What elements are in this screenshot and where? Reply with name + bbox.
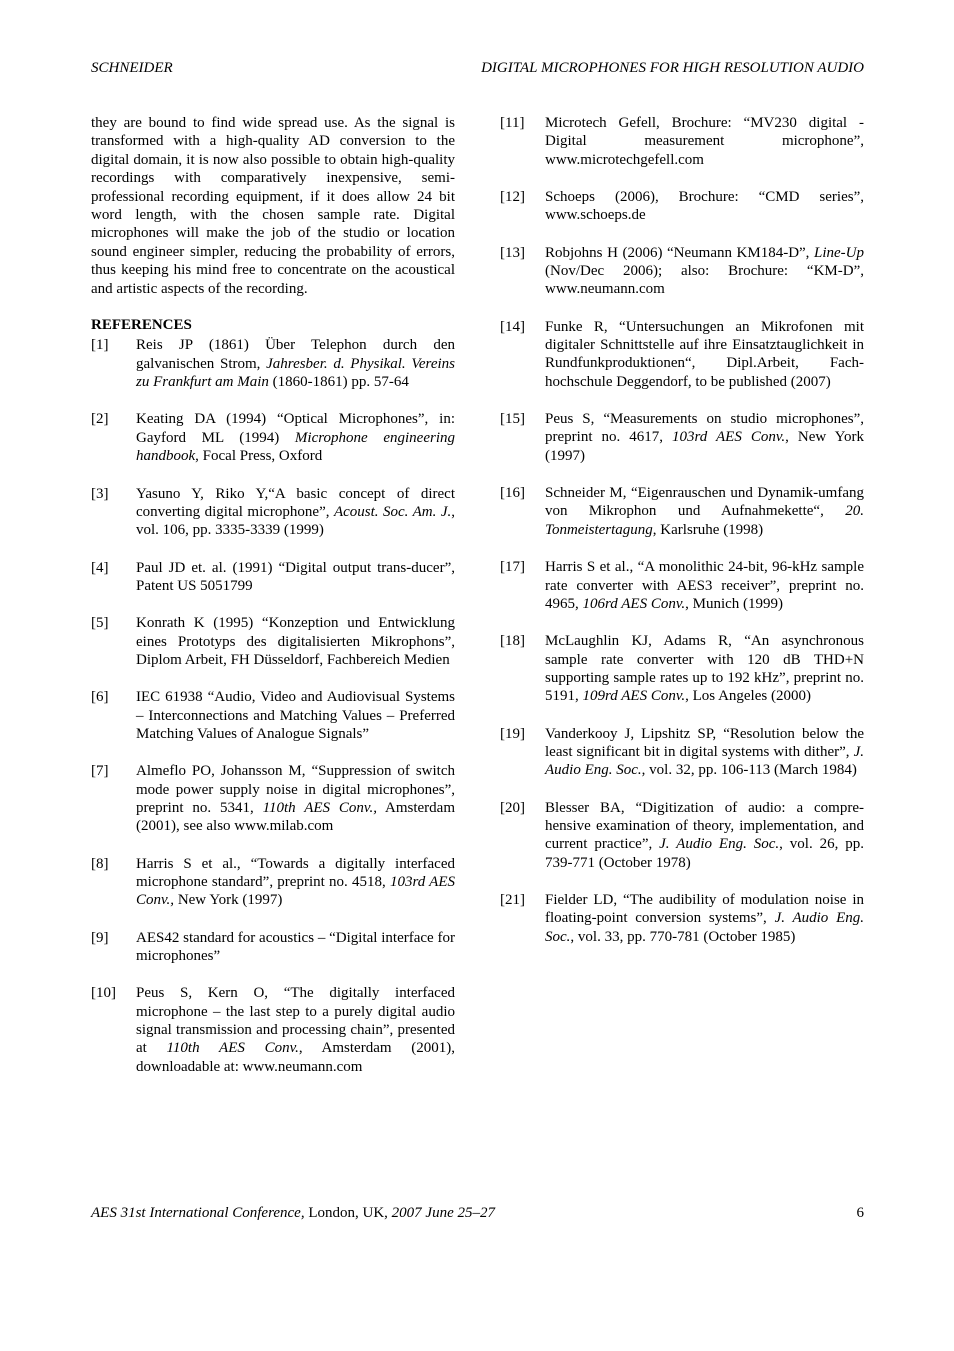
reference-list-left bbox=[91, 336, 455, 1076]
reference-text bbox=[136, 929, 455, 966]
reference-list-right bbox=[500, 114, 864, 946]
running-header-title: DIGITAL MICROPHONES FOR HIGH RESOLUTION AUDIO bbox=[481, 60, 864, 76]
running-header-author: SCHNEIDER bbox=[91, 60, 173, 76]
reference-segment: Vanderkooy J, Lipshitz SP, “Resolution below the least significant bit in digital systems with dither”, bbox=[545, 725, 864, 760]
reference-segment: Schneider M, “Eigenrauschen und Dynamik-umfang von Mikrophon und Aufnahmekette“, bbox=[545, 485, 864, 520]
reference-italic-segment: J. Audio Eng. Soc. bbox=[659, 836, 780, 853]
reference-segment: , vol. 33, pp. 770-781 (October 1985) bbox=[570, 928, 796, 945]
reference-item bbox=[500, 891, 864, 946]
reference-number: [14] bbox=[500, 318, 525, 335]
reference-number: [21] bbox=[500, 891, 525, 908]
reference-number: [5] bbox=[91, 615, 109, 632]
reference-text bbox=[136, 559, 455, 596]
references-heading: REFERENCES bbox=[91, 317, 192, 334]
reference-text bbox=[136, 410, 455, 465]
reference-text bbox=[136, 614, 455, 669]
reference-number: [17] bbox=[500, 559, 525, 576]
reference-number: [1] bbox=[91, 337, 109, 354]
reference-italic-segment: J. Audio Eng. Soc. bbox=[545, 910, 864, 945]
reference-text bbox=[136, 485, 455, 540]
reference-text bbox=[545, 114, 864, 169]
conclusion-paragraph: they are bound to find wide spread use. As the signal is transformed with a high-quality AD conversion to the digital domain, it is now also possible to obtain high-quality recordings with comparatively inexpensive, semi-professional recording equipment, if it does allow 24 bit word length, with the chosen sample rate. Digital microphones will make the job of the studio or location sound engineer simpler, reducing the probability of errors, thus keeping his mind free to concentrate on the acoustical and artistic aspects of the recording. bbox=[91, 115, 455, 297]
reference-segment: , vol. 106, pp. 3335-3339 (1999) bbox=[136, 503, 455, 539]
reference-text bbox=[136, 984, 455, 1076]
reference-segment: McLaughlin KJ, Adams R, “An asynchronous sample rate converter with 120 dB THD+N supporting sample rates up to 192 kHz”, preprint no. 5191, bbox=[545, 633, 864, 705]
reference-italic-segment: 103rd AES Conv., bbox=[136, 873, 455, 909]
reference-text bbox=[136, 855, 455, 910]
reference-number: [15] bbox=[500, 411, 525, 428]
reference-segment: Robjohns H (2006) “Neumann KM184-D”, bbox=[545, 244, 814, 261]
reference-item bbox=[500, 318, 864, 392]
reference-text bbox=[545, 188, 864, 225]
reference-number: [16] bbox=[500, 485, 525, 502]
reference-segment: Harris S et al., “Towards a digitally interfaced microphone standard”, preprint no. 4518, bbox=[136, 855, 455, 890]
left-column bbox=[91, 114, 455, 1095]
reference-italic-segment: 103rd AES Conv. bbox=[672, 429, 786, 446]
reference-item bbox=[500, 114, 864, 169]
reference-segment: , vol. 26, pp. 739-771 (October 1978) bbox=[545, 836, 864, 871]
reference-segment: , New York (1997) bbox=[545, 429, 865, 464]
reference-number: [2] bbox=[91, 411, 109, 428]
reference-segment: Amsterdam (2001), see also www.milab.com bbox=[136, 799, 455, 835]
reference-italic-segment: 110th AES Conv., bbox=[262, 799, 377, 816]
reference-text bbox=[545, 725, 864, 780]
reference-item bbox=[91, 559, 455, 596]
reference-segment: , Munich (1999) bbox=[685, 595, 784, 612]
reference-text bbox=[545, 632, 864, 706]
reference-text bbox=[136, 762, 455, 836]
reference-number: [19] bbox=[500, 725, 525, 742]
reference-number: [12] bbox=[500, 189, 525, 206]
reference-segment: Paul JD et. al. (1991) “Digital output trans-ducer”, Patent US 5051799 bbox=[136, 559, 455, 594]
reference-item bbox=[500, 558, 864, 613]
reference-item bbox=[91, 929, 455, 966]
reference-number: [10] bbox=[91, 985, 116, 1002]
reference-italic-segment: Acoust. Soc. Am. J. bbox=[333, 503, 452, 520]
reference-italic-segment: Jahresber. d. Physikal. Vereins zu Frankfurt am Main bbox=[136, 355, 455, 391]
reference-italic-segment: 106rd AES Conv. bbox=[582, 595, 686, 612]
reference-number: [3] bbox=[91, 485, 109, 502]
reference-segment: , Los Angeles (2000) bbox=[685, 688, 811, 705]
reference-segment: IEC 61938 “Audio, Video and Audiovisual Systems – Interconnections and Matching Values – Preferred Matching Values of Analogue Signals” bbox=[136, 689, 455, 742]
reference-italic-segment: 20. Tonmeistertagung bbox=[545, 503, 864, 538]
reference-segment: Funke R, “Untersuchungen an Mikrofonen mit digitaler Schnittstelle auf ihre Einsatztauglichkeit in Rundfunkproduktionen“, Dipl.Arbeit, Fach-hochschule Deggendorf, to be published (2007) bbox=[545, 318, 864, 390]
reference-italic-segment: Microphone engineering handbook bbox=[136, 429, 455, 465]
reference-item bbox=[91, 485, 455, 540]
reference-item bbox=[91, 762, 455, 836]
reference-item bbox=[91, 688, 455, 743]
reference-number: [20] bbox=[500, 799, 525, 816]
reference-segment: Peus S, Kern O, “The digitally interfaced microphone – the last step to a purely digital audio signal transmission and processing chain”, presented at bbox=[136, 985, 455, 1057]
reference-number: [8] bbox=[91, 855, 109, 872]
reference-segment: Yasuno Y, Riko Y,“A basic concept of direct converting digital microphone”, bbox=[136, 485, 455, 520]
reference-number: [13] bbox=[500, 244, 525, 261]
reference-item bbox=[500, 799, 864, 873]
reference-number: [11] bbox=[500, 115, 525, 131]
reference-number: [18] bbox=[500, 633, 525, 650]
reference-segment: Microtech Gefell, Brochure: “MV230 digital - Digital measurement microphone”, www.microtechgefell.com bbox=[545, 115, 864, 168]
reference-italic-segment: J. Audio Eng. Soc. bbox=[545, 743, 864, 779]
reference-item bbox=[500, 632, 864, 706]
reference-item bbox=[500, 725, 864, 780]
reference-item bbox=[91, 336, 455, 391]
reference-text bbox=[136, 688, 455, 743]
reference-segment: , vol. 32, pp. 106-113 (March 1984) bbox=[641, 762, 857, 779]
reference-item bbox=[91, 984, 455, 1076]
right-column bbox=[500, 114, 864, 965]
reference-segment: (Nov/Dec 2006); also: Brochure: “KM-D”, www.neumann.com bbox=[545, 263, 864, 298]
reference-number: [9] bbox=[91, 929, 109, 946]
reference-text bbox=[545, 558, 864, 613]
reference-number: [4] bbox=[91, 559, 109, 576]
reference-item bbox=[91, 410, 455, 465]
reference-number: [7] bbox=[91, 763, 109, 780]
reference-italic-segment: Line-Up bbox=[814, 244, 864, 261]
reference-text bbox=[545, 410, 864, 465]
reference-segment: , Amsterdam (2001), downloadable at: www.neumann.com bbox=[136, 1040, 455, 1075]
reference-item bbox=[91, 855, 455, 910]
reference-segment: Harris S et al., “A monolithic 24-bit, 96-kHz sample rate converter with AES3 receiver”, preprint no. 4965, bbox=[545, 559, 864, 612]
reference-segment: Blesser BA, “Digitization of audio: a compre-hensive examination of theory, implementation, and current practice”, bbox=[545, 799, 864, 853]
reference-item bbox=[500, 410, 864, 465]
reference-text bbox=[545, 244, 864, 299]
reference-text bbox=[545, 484, 864, 539]
reference-number: [6] bbox=[91, 689, 109, 706]
footer-date: 2007 June 25–27 bbox=[391, 1205, 495, 1221]
reference-segment: New York (1997) bbox=[174, 892, 283, 909]
reference-item bbox=[500, 188, 864, 225]
reference-segment: AES42 standard for acoustics – “Digital interface for microphones” bbox=[136, 929, 455, 964]
reference-segment: Keating DA (1994) “Optical Microphones”, in: Gayford ML (1994) bbox=[136, 411, 455, 446]
reference-segment: Fielder LD, “The audibility of modulation noise in floating-point conversion systems”, bbox=[545, 891, 864, 927]
reference-segment: , Focal Press, Oxford bbox=[195, 448, 323, 465]
reference-segment: Konrath K (1995) “Konzeption und Entwicklung eines Prototyps des digitalisierten Mikrophons”, Diplom Arbeit, FH Düsseldorf, Fachbereich Medien bbox=[136, 615, 455, 668]
reference-segment: (1860-1861) pp. 57-64 bbox=[268, 374, 409, 391]
reference-segment: Reis JP (1861) Über Telephon durch den galvanischen Strom, bbox=[136, 337, 455, 372]
reference-segment: Peus S, “Measurements on studio microphones”, preprint no. 4617, bbox=[545, 411, 864, 446]
reference-segment: Schoeps (2006), Brochure: “CMD series”, www.schoeps.de bbox=[545, 189, 864, 224]
reference-text bbox=[545, 799, 864, 873]
footer-location: London, UK, bbox=[304, 1205, 392, 1221]
footer-conference-name: AES 31st International Conference, bbox=[91, 1205, 305, 1221]
reference-text bbox=[545, 318, 864, 392]
reference-text bbox=[136, 336, 455, 391]
reference-segment: Almeflo PO, Johansson M, “Suppression of switch mode power supply noise in digital microphones”, preprint no. 5341, bbox=[136, 763, 455, 816]
reference-italic-segment: 110th AES Conv. bbox=[166, 1040, 299, 1057]
page-number: 6 bbox=[856, 1205, 864, 1221]
reference-item bbox=[500, 244, 864, 299]
reference-segment: , Karlsruhe (1998) bbox=[652, 521, 764, 538]
reference-item bbox=[500, 484, 864, 539]
reference-text bbox=[545, 891, 864, 946]
reference-item bbox=[91, 614, 455, 669]
reference-italic-segment: 109rd AES Conv. bbox=[582, 688, 686, 705]
footer-conference bbox=[91, 1203, 495, 1223]
